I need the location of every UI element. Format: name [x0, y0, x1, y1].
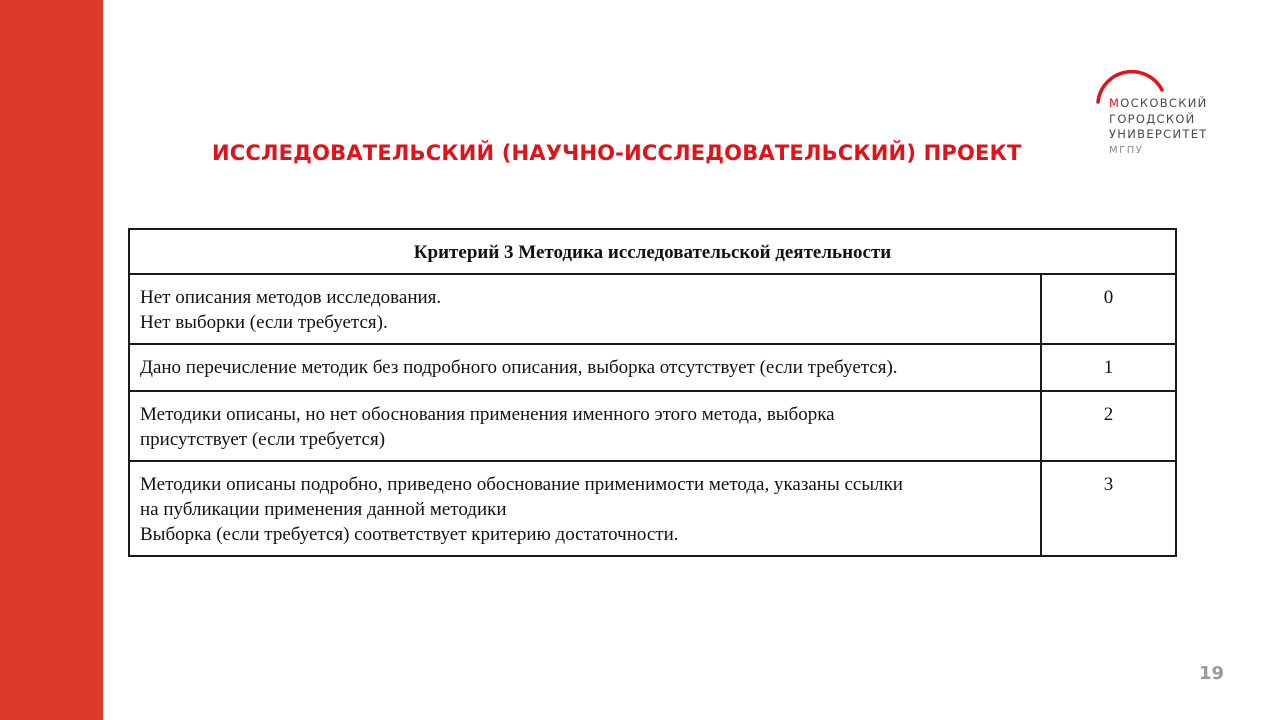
logo-abbr: МГПУ	[1109, 144, 1144, 156]
left-accent-bar	[0, 0, 103, 720]
criterion-score: 2	[1041, 391, 1176, 461]
university-logo	[1090, 68, 1230, 168]
logo-line-1: МОСКОВСКИЙ	[1109, 96, 1208, 110]
table-row	[129, 461, 1176, 556]
table-header-row	[129, 229, 1176, 274]
criterion-description: Методики описаны, но нет обоснования применения именного этого метода, выборка присутствует (если требуется)	[129, 391, 1041, 461]
logo-line-2: ГОРОДСКОЙ	[1109, 111, 1196, 126]
table-row	[129, 274, 1176, 344]
criterion-score: 3	[1041, 461, 1176, 556]
criterion-description: Дано перечисление методик без подробного описания, выборка отсутствует (если требуется).	[129, 344, 1041, 391]
logo-text	[1109, 96, 1208, 158]
table-row	[129, 391, 1176, 461]
criterion-score: 0	[1041, 274, 1176, 344]
criterion-score: 1	[1041, 344, 1176, 391]
logo-line-3: УНИВЕРСИТЕТ	[1109, 127, 1208, 141]
page-number: 19	[1199, 663, 1225, 684]
table-header: Критерий 3 Методика исследовательской деятельности	[129, 229, 1176, 274]
criteria-table	[128, 228, 1177, 557]
criterion-description: Нет описания методов исследования. Нет выборки (если требуется).	[129, 274, 1041, 344]
slide-title: ИССЛЕДОВАТЕЛЬСКИЙ (НАУЧНО-ИССЛЕДОВАТЕЛЬСКИЙ) ПРОЕКТ	[212, 141, 1022, 165]
criterion-description: Методики описаны подробно, приведено обоснование применимости метода, указаны ссылки на публикации применения данной методики Выборка (если требуется) соответствует критерию достаточности.	[129, 461, 1041, 556]
table-row	[129, 344, 1176, 391]
